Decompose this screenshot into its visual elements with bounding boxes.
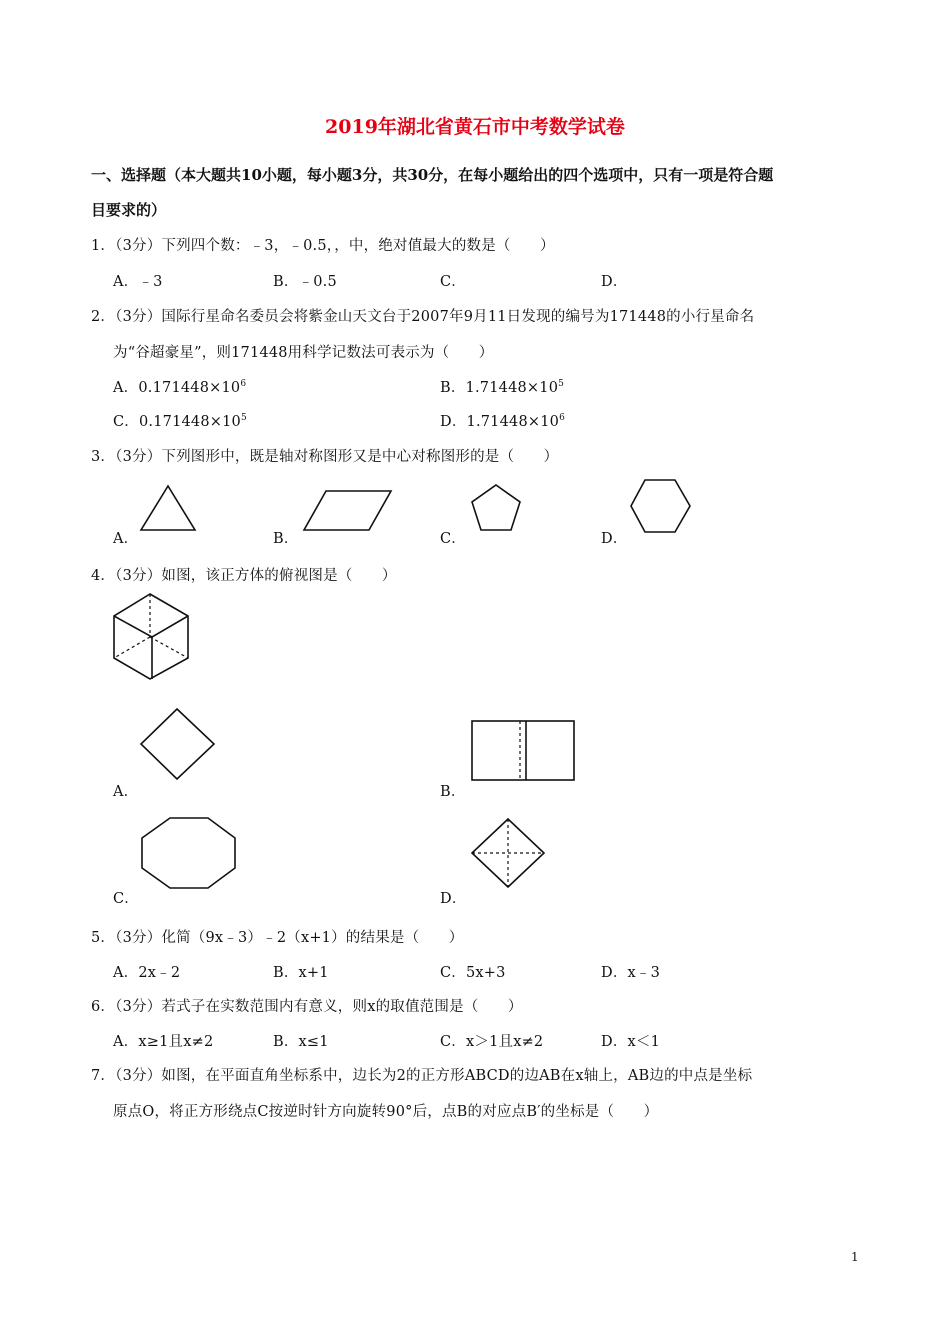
question-2-stem-line2: 为“谷超豪星”，则171448用科学记数法可表示为（ ）: [113, 345, 494, 361]
q2-option-b-base: B．1.71448×10: [440, 380, 559, 396]
q5-option-c: C．5x+3: [440, 965, 506, 981]
q2-option-d-exp: 6: [559, 413, 566, 424]
q3-option-d: D．: [601, 531, 628, 547]
q6-option-b: B．x≤1: [273, 1034, 329, 1050]
q2-option-d: [440, 410, 565, 431]
page-number: 1: [851, 1250, 859, 1264]
question-2-stem-line1: 2．（3分）国际行星命名委员会将紫金山天文台于2007年9月11日发现的编号为171448的小行星命名: [91, 309, 755, 325]
q3-option-b: B．: [273, 531, 299, 547]
q4-option-a-diamond-figure: [138, 706, 218, 782]
question-6-stem: 6．（3分）若式子在实数范围内有意义，则x的取值范围是（ ）: [91, 999, 523, 1015]
section-heading-line2: 目要求的）: [91, 201, 167, 219]
question-1-stem: 1．（3分）下列四个数：﹣3，﹣0.5，，中，绝对值最大的数是（ ）: [91, 238, 555, 254]
q3-parallelogram-figure: [300, 488, 396, 534]
q3-triangle-figure: [138, 483, 200, 535]
q2-option-b: [440, 376, 564, 397]
q2-option-a-exp: 6: [240, 379, 247, 390]
question-3-stem: 3．（3分）下列图形中，既是轴对称图形又是中心对称图形的是（ ）: [91, 449, 559, 465]
q2-option-c-exp: 5: [240, 413, 247, 424]
q1-option-a: A．﹣3: [113, 274, 163, 290]
question-7-stem-line2: 原点O，将正方形绕点C按逆时针方向旋转90°后，点B的对应点B′的坐标是（ ）: [113, 1104, 659, 1120]
q6-option-c: C．x＞1且x≠2: [440, 1034, 544, 1050]
q2-option-a-base: A．0.171448×10: [113, 380, 241, 396]
q4-option-c-hexagon-figure: [138, 815, 240, 891]
q4-option-d: D．: [440, 891, 467, 907]
q4-option-b-rectangle-figure: [469, 718, 577, 784]
question-5-stem: 5．（3分）化简（9x﹣3）﹣2（x+1）的结果是（ ）: [91, 930, 464, 946]
q6-option-d: D．x＜1: [601, 1034, 661, 1050]
q4-option-d-dashed-diamond-figure: [469, 816, 549, 890]
q3-option-a: A．: [113, 531, 139, 547]
q2-option-a: [113, 376, 246, 397]
q5-option-d: D．x﹣3: [601, 965, 661, 981]
q1-option-d: D．: [601, 274, 628, 290]
q3-hexagon-figure: [628, 477, 694, 535]
question-4-stem: 4．（3分）如图，该正方体的俯视图是（ ）: [91, 568, 397, 584]
q3-pentagon-figure: [469, 482, 525, 534]
q2-option-b-exp: 5: [558, 379, 565, 390]
q4-option-b: B．: [440, 784, 466, 800]
q2-option-c: [113, 410, 247, 431]
q4-option-a: A．: [113, 784, 139, 800]
q1-option-c: C．: [440, 274, 466, 290]
q4-option-c: C．: [113, 891, 139, 907]
q4-cube-figure: [110, 591, 194, 683]
q1-option-b: B．﹣0.5: [273, 274, 337, 290]
document-title: 2019年湖北省黄石市中考数学试卷: [325, 116, 625, 138]
question-7-stem-line1: 7．（3分）如图，在平面直角坐标系中，边长为2的正方形ABCD的边AB在x轴上，AB边的中点是坐标: [91, 1068, 753, 1084]
q2-option-c-base: C．0.171448×10: [113, 414, 241, 430]
q2-option-d-base: D．1.71448×10: [440, 414, 560, 430]
q5-option-a: A．2x﹣2: [113, 965, 181, 981]
q5-option-b: B．x+1: [273, 965, 329, 981]
q6-option-a: A．x≥1且x≠2: [113, 1034, 214, 1050]
section-heading-line1: 一、选择题（本大题共10小题，每小题3分，共30分，在每小题给出的四个选项中，只有一项是符合题: [91, 166, 774, 184]
q3-option-c: C．: [440, 531, 466, 547]
